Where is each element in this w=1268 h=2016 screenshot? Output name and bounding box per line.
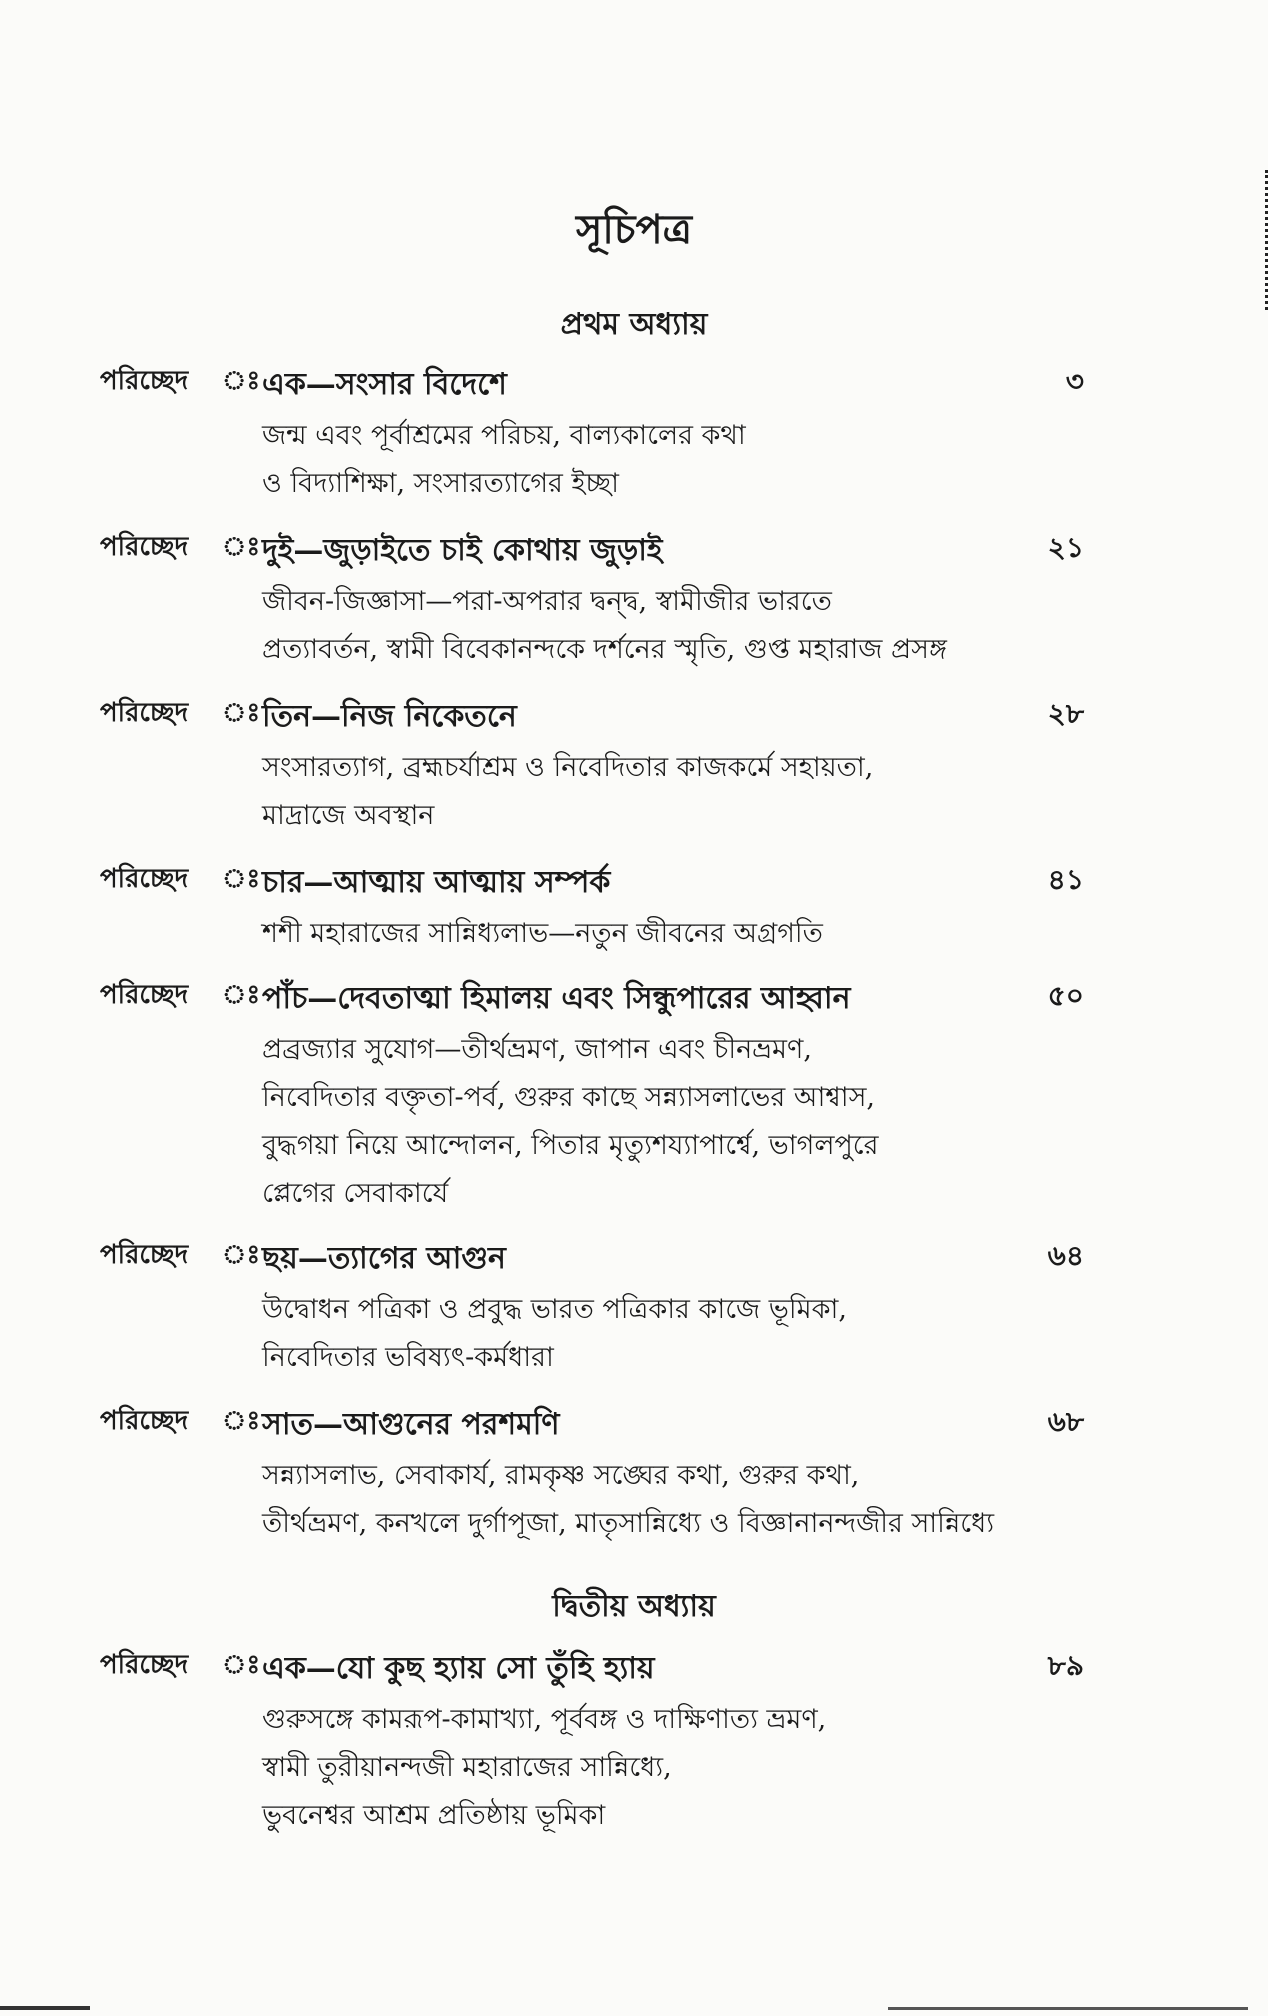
entry-separator: ঃ — [222, 1240, 261, 1270]
entry-desc-line: জন্ম এবং পূর্বাশ্রমের পরিচয়, বাল্যকালের কথা — [262, 420, 746, 451]
entry-separator: ঃ — [222, 864, 261, 894]
entry-heading: পাঁচ—দেবতাত্মা হিমালয় এবং সিন্ধুপারের আহ্বান — [262, 981, 851, 1016]
entry-desc-line: তীর্থভ্রমণ, কনখলে দুর্গাপূজা, মাতৃসান্নিধ্যে ও বিজ্ঞানানন্দজীর সান্নিধ্যে — [262, 1508, 995, 1539]
entry-heading: এক—যো কুছ হ্যায় সো তুঁহি হ্যায় — [262, 1651, 655, 1686]
toc-entry — [0, 1234, 1268, 1382]
entry-separator: ঃ — [222, 698, 261, 728]
entry-desc-line: বুদ্ধগয়া নিয়ে আন্দোলন, পিতার মৃত্যুশয্যাপার্শ্বে, ভাগলপুরে — [262, 1130, 879, 1161]
chapter-heading: প্রথম অধ্যায় — [560, 307, 708, 342]
entry-desc-line: মাদ্রাজে অবস্থান — [262, 800, 435, 831]
entry-page-number: ৫০ — [1047, 979, 1084, 1012]
entry-desc-line: প্রব্রজ্যার সুযোগ—তীর্থভ্রমণ, জাপান এবং চীনভ্রমণ, — [262, 1034, 812, 1065]
entry-desc-line: উদ্বোধন পত্রিকা ও প্রবুদ্ধ ভারত পত্রিকার কাজে ভূমিকা, — [262, 1294, 847, 1325]
toc-entry — [0, 1400, 1268, 1548]
toc-entry — [0, 1644, 1268, 1840]
entry-heading: ছয়—ত্যাগের আগুন — [262, 1241, 506, 1276]
entry-desc-line: জীবন-জিজ্ঞাসা—পরা-অপরার দ্বন্দ্ব, স্বামীজীর ভারতে — [262, 586, 832, 617]
entry-label: পরিচ্ছেদ — [100, 864, 189, 894]
page-title: সূচিপত্র — [576, 206, 692, 253]
entry-page-number: ৬৮ — [1047, 1405, 1084, 1438]
entry-heading: দুই—জুড়াইতে চাই কোথায় জুড়াই — [262, 533, 663, 568]
entry-label: পরিচ্ছেদ — [100, 980, 189, 1010]
entry-desc-line: শশী মহারাজের সান্নিধ্যলাভ—নতুন জীবনের অগ্রগতি — [262, 918, 823, 949]
entry-page-number: ৪১ — [1047, 863, 1084, 896]
entry-separator: ঃ — [222, 366, 261, 396]
entry-page-number: ২৮ — [1047, 697, 1084, 730]
entry-desc-line: প্লেগের সেবাকার্যে — [262, 1178, 449, 1209]
page-edge-rule — [888, 2007, 1248, 2010]
entry-separator: ঃ — [222, 532, 261, 562]
entry-page-number: ৮৯ — [1047, 1649, 1084, 1682]
entry-desc-line: সংসারত্যাগ, ব্রহ্মচর্যাশ্রম ও নিবেদিতার কাজকর্মে সহায়তা, — [262, 752, 874, 783]
toc-entry — [0, 360, 1268, 508]
entry-separator: ঃ — [222, 1406, 261, 1436]
entry-desc-line: প্রত্যাবর্তন, স্বামী বিবেকানন্দকে দর্শনের স্মৃতি, গুপ্ত মহারাজ প্রসঙ্গ — [262, 634, 947, 665]
entry-desc-line: নিবেদিতার ভবিষ্যৎ-কর্মধারা — [262, 1342, 554, 1373]
entry-heading: চার—আত্মায় আত্মায় সম্পর্ক — [262, 865, 611, 900]
entry-label: পরিচ্ছেদ — [100, 1650, 189, 1680]
entry-desc-line: গুরুসঙ্গে কামরূপ-কামাখ্যা, পূর্ববঙ্গ ও দাক্ষিণাত্য ভ্রমণ, — [262, 1704, 827, 1735]
entry-desc-line: নিবেদিতার বক্তৃতা-পর্ব, গুরুর কাছে সন্ন্যাসলাভের আশ্বাস, — [262, 1082, 875, 1113]
page-edge-rule — [0, 2006, 90, 2010]
toc-entry — [0, 858, 1268, 958]
entry-separator: ঃ — [222, 980, 261, 1010]
toc-entry — [0, 692, 1268, 840]
entry-heading: তিন—নিজ নিকেতনে — [262, 699, 517, 734]
entry-desc-line: ভুবনেশ্বর আশ্রম প্রতিষ্ঠায় ভূমিকা — [262, 1800, 606, 1831]
entry-label: পরিচ্ছেদ — [100, 1406, 189, 1436]
entry-label: পরিচ্ছেদ — [100, 698, 189, 728]
toc-entry — [0, 974, 1268, 1218]
entry-page-number: ২১ — [1047, 531, 1084, 564]
entry-label: পরিচ্ছেদ — [100, 366, 189, 396]
entry-heading: এক—সংসার বিদেশে — [262, 367, 507, 402]
entry-desc-line: সন্ন্যাসলাভ, সেবাকার্য, রামকৃষ্ণ সঙ্ঘের কথা, গুরুর কথা, — [262, 1460, 860, 1491]
entry-label: পরিচ্ছেদ — [100, 1240, 189, 1270]
entry-heading: সাত—আগুনের পরশমণি — [262, 1407, 560, 1442]
entry-page-number: ৬৪ — [1047, 1239, 1084, 1272]
toc-entry — [0, 526, 1268, 674]
chapter-heading: দ্বিতীয় অধ্যায় — [552, 1589, 716, 1624]
entry-label: পরিচ্ছেদ — [100, 532, 189, 562]
entry-desc-line: ও বিদ্যাশিক্ষা, সংসারত্যাগের ইচ্ছা — [262, 468, 619, 499]
entry-separator: ঃ — [222, 1650, 261, 1680]
entry-page-number: ৩ — [1065, 365, 1084, 398]
entry-desc-line: স্বামী তুরীয়ানন্দজী মহারাজের সান্নিধ্যে, — [262, 1752, 672, 1783]
